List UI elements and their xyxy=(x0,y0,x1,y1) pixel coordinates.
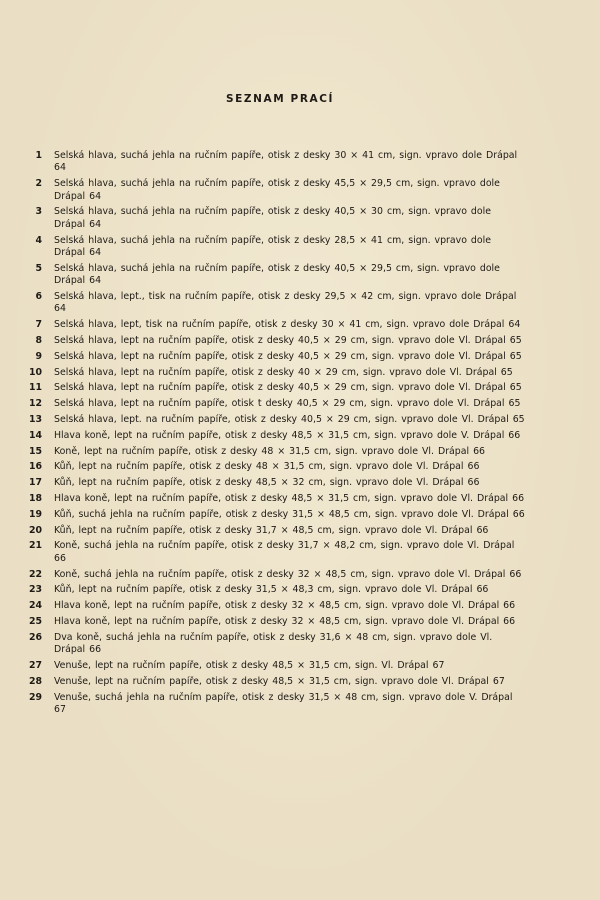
item-description: Kůň, lept na ručním papíře, otisk z desky 48 × 31,5 cm, sign. vpravo dole Vl. Drápal 66 xyxy=(54,461,480,473)
page-title: SEZNAM PRACÍ xyxy=(225,93,335,105)
item-number: 3 xyxy=(35,206,42,218)
item-description: Venuše, suchá jehla na ručním papíře, otisk z desky 31,5 × 48 cm, sign. vpravo dole V. Drápal 67 xyxy=(54,691,513,715)
item-number: 27 xyxy=(28,659,42,671)
item-description: Hlava koně, lept na ručním papíře, otisk z desky 32 × 48,5 cm, sign. vpravo dole Vl. Drápal 66 xyxy=(54,615,516,627)
item-number: 10 xyxy=(28,366,42,378)
list-item xyxy=(26,461,526,473)
item-description: Kůň, lept na ručním papíře, otisk z desky 31,7 × 48,5 cm, sign. vpravo dole Vl. Drápal 66 xyxy=(54,524,489,536)
item-number: 5 xyxy=(35,262,42,274)
item-number: 17 xyxy=(28,477,42,489)
item-description: Selská hlava, suchá jehla na ručním papíře, otisk z desky 40,5 × 29,5 cm, sign. vpravo dole Drápal 64 xyxy=(54,262,500,287)
list-item xyxy=(26,692,526,717)
list-item xyxy=(26,178,526,203)
item-number: 1 xyxy=(35,150,42,161)
list-item xyxy=(26,382,526,394)
item-number: 18 xyxy=(28,492,42,504)
item-description: Kůň, lept na ručním papíře, otisk z desky 48,5 × 32 cm, sign. vpravo dole Vl. Drápal 66 xyxy=(54,477,480,489)
list-item xyxy=(26,291,526,316)
item-description: Selská hlava, lept na ručním papíře, otisk z desky 40,5 × 29 cm, sign. vpravo dole Vl. Drápal 65 xyxy=(54,335,522,347)
item-number: 2 xyxy=(35,178,42,190)
list-item xyxy=(26,319,526,331)
item-number: 26 xyxy=(28,631,42,643)
item-number: 8 xyxy=(35,335,42,347)
item-number: 24 xyxy=(28,600,42,612)
list-item xyxy=(26,569,526,581)
item-number: 28 xyxy=(28,675,42,687)
list-item xyxy=(26,600,526,612)
item-number: 7 xyxy=(35,319,42,331)
item-description: Hlava koně, lept na ručním papíře, otisk z desky 48,5 × 31,5 cm, sign. vpravo dole V. Drápal 66 xyxy=(54,429,521,441)
list-item xyxy=(26,660,526,672)
list-item xyxy=(26,477,526,489)
list-item xyxy=(26,446,526,458)
item-number: 22 xyxy=(28,568,42,580)
item-description: Venuše, lept na ručním papíře, otisk z desky 48,5 × 31,5 cm, sign. vpravo dole Vl. Drápal 67 xyxy=(54,675,505,687)
item-number: 16 xyxy=(28,461,42,473)
item-description: Selská hlava, lept., tisk na ručním papíře, otisk z desky 29,5 × 42 cm, sign. vpravo dole Drápal 64 xyxy=(54,291,517,315)
item-description: Selská hlava, lept, tisk na ručním papíře, otisk z desky 30 × 41 cm, sign. vpravo dole Drápal 64 xyxy=(54,319,521,331)
item-number: 20 xyxy=(28,524,42,536)
list-item xyxy=(26,150,526,175)
item-description: Venuše, lept na ručním papíře, otisk z desky 48,5 × 31,5 cm, sign. Vl. Drápal 67 xyxy=(54,659,445,671)
list-item xyxy=(26,367,526,379)
list-item xyxy=(26,525,526,537)
item-number: 11 xyxy=(28,382,42,394)
list-item xyxy=(26,632,526,657)
works-list xyxy=(26,150,526,720)
list-item xyxy=(26,540,526,565)
item-description: Selská hlava, suchá jehla na ručním papíře, otisk z desky 45,5 × 29,5 cm, sign. vpravo dole Drápal 64 xyxy=(54,178,500,202)
list-item xyxy=(26,430,526,442)
list-item xyxy=(26,414,526,426)
item-number: 12 xyxy=(28,398,42,410)
item-number: 23 xyxy=(28,584,42,596)
item-description: Dva koně, suchá jehla na ručním papíře, otisk z desky 31,6 × 48 cm, sign. vpravo dole Vl. Drápal 66 xyxy=(54,631,493,656)
list-item xyxy=(26,351,526,363)
item-description: Selská hlava, suchá jehla na ručním papíře, otisk z desky 40,5 × 30 cm, sign. vpravo dole Drápal 64 xyxy=(54,206,491,230)
item-number: 9 xyxy=(35,350,42,362)
item-number: 6 xyxy=(35,291,42,303)
list-item xyxy=(26,584,526,596)
item-number: 25 xyxy=(28,615,42,627)
list-item xyxy=(26,235,526,260)
item-description: Hlava koně, lept na ručním papíře, otisk z desky 48,5 × 31,5 cm, sign. vpravo dole Vl. Drápal 66 xyxy=(54,492,525,504)
list-item xyxy=(26,493,526,505)
item-description: Selská hlava, suchá jehla na ručním papíře, otisk z desky 30 × 41 cm, sign. vpravo dole Drápal 64 xyxy=(54,150,518,174)
list-item xyxy=(26,398,526,410)
item-number: 4 xyxy=(35,234,42,246)
list-item xyxy=(26,206,526,231)
item-description: Koně, suchá jehla na ručním papíře, otisk z desky 31,7 × 48,2 cm, sign. vpravo dole Vl. Drápal 66 xyxy=(54,540,515,564)
item-number: 13 xyxy=(28,414,42,425)
list-item xyxy=(26,616,526,628)
item-description: Kůň, suchá jehla na ručním papíře, otisk z desky 31,5 × 48,5 cm, sign. vpravo dole Vl. Drápal 66 xyxy=(54,508,525,520)
item-number: 29 xyxy=(28,691,42,703)
item-description: Kůň, lept na ručním papíře, otisk z desky 31,5 × 48,3 cm, sign. vpravo dole Vl. Drápal 66 xyxy=(54,584,489,596)
item-description: Selská hlava, suchá jehla na ručním papíře, otisk z desky 28,5 × 41 cm, sign. vpravo dole Drápal 64 xyxy=(54,234,491,259)
item-description: Selská hlava, lept na ručním papíře, otisk z desky 40 × 29 cm, sign. vpravo dole Vl. Drápal 65 xyxy=(54,366,513,378)
list-item xyxy=(26,335,526,347)
item-description: Selská hlava, lept na ručním papíře, otisk z desky 40,5 × 29 cm, sign. vpravo dole Vl. Drápal 65 xyxy=(54,382,522,394)
item-number: 19 xyxy=(28,508,42,520)
list-item xyxy=(26,676,526,688)
item-description: Koně, suchá jehla na ručním papíře, otisk z desky 32 × 48,5 cm, sign. vpravo dole Vl. Drápal 66 xyxy=(54,568,522,580)
item-description: Selská hlava, lept na ručním papíře, otisk t desky 40,5 × 29 cm, sign. vpravo dole Vl. Drápal 65 xyxy=(54,398,521,410)
item-description: Hlava koně, lept na ručním papíře, otisk z desky 32 × 48,5 cm, sign. vpravo dole Vl. Drápal 66 xyxy=(54,600,516,612)
list-item xyxy=(26,509,526,521)
item-description: Selská hlava, lept. na ručním papíře, otisk z desky 40,5 × 29 cm, sign. vpravo dole Vl. Drápal 65 xyxy=(54,414,525,425)
item-description: Selská hlava, lept na ručním papíře, otisk z desky 40,5 × 29 cm, sign. vpravo dole Vl. Drápal 65 xyxy=(54,350,522,362)
list-item xyxy=(26,263,526,288)
item-number: 14 xyxy=(28,429,42,441)
item-number: 21 xyxy=(28,540,42,552)
item-number: 15 xyxy=(28,445,42,457)
item-description: Koně, lept na ručním papíře, otisk z desky 48 × 31,5 cm, sign. vpravo dole Vl. Drápal 66 xyxy=(54,445,485,457)
